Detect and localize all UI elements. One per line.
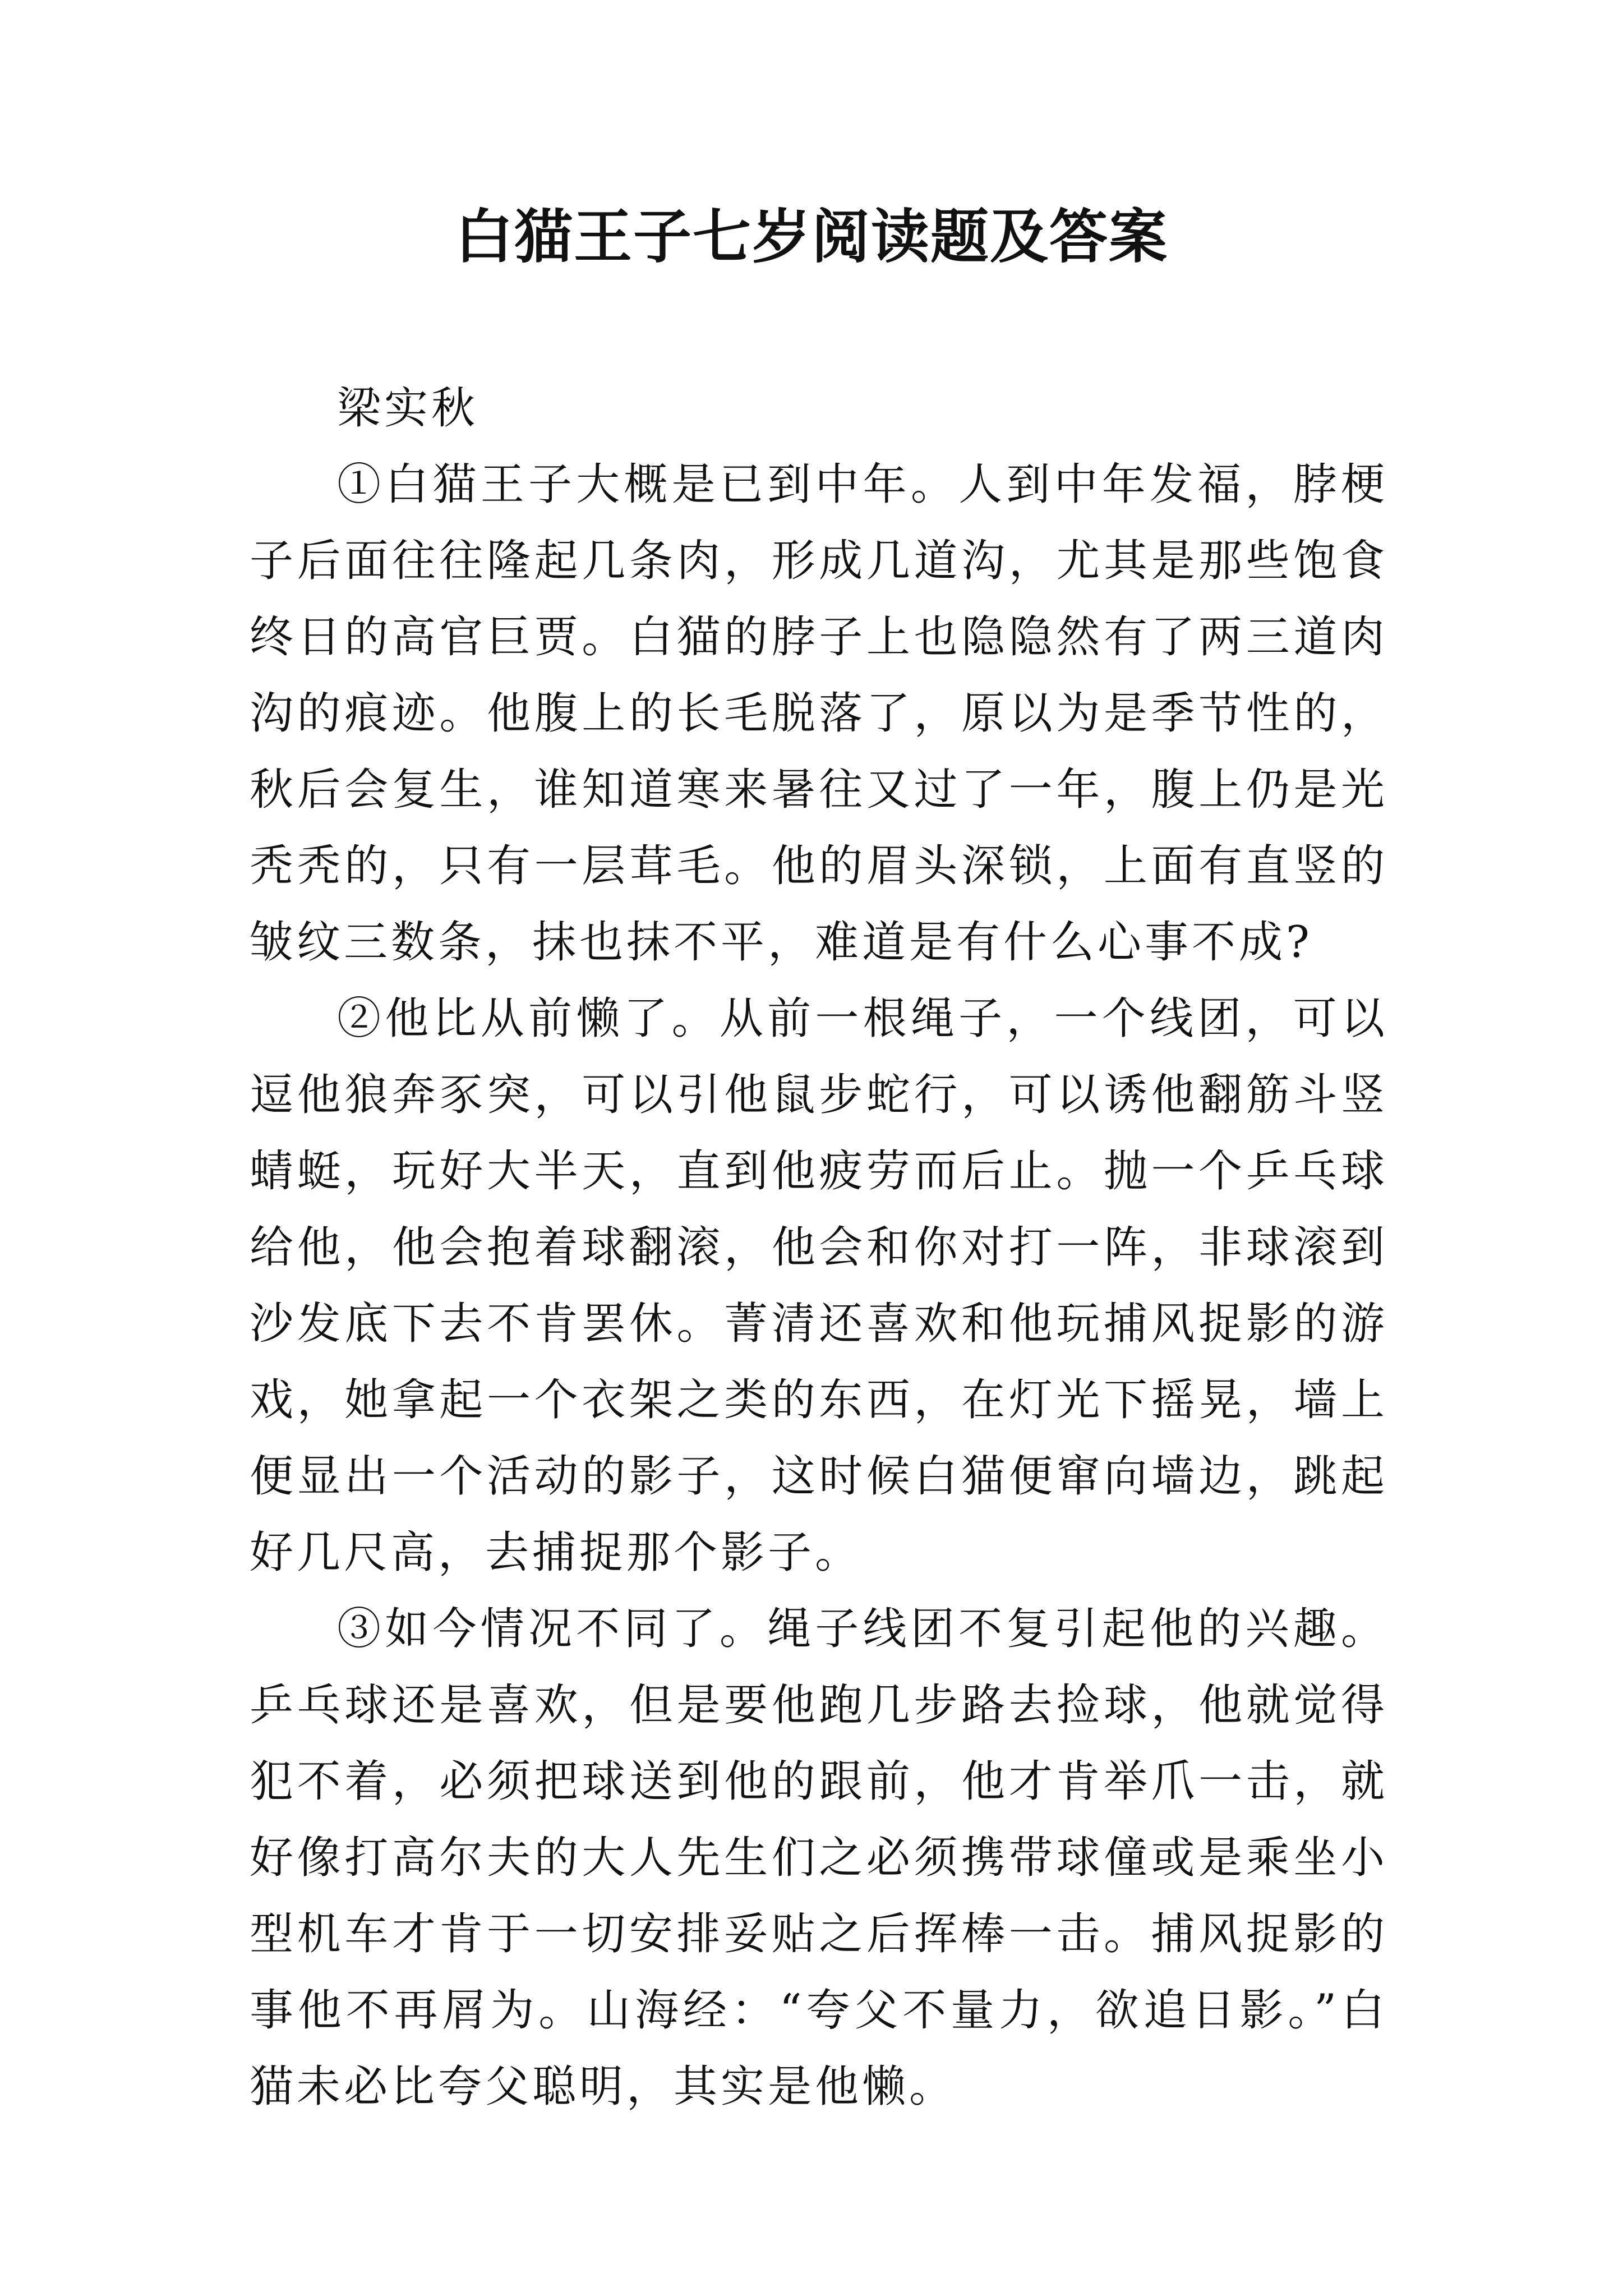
author-line: 梁实秋 — [337, 383, 479, 434]
document-body — [250, 370, 1388, 2125]
paragraph-2: ②他比从前懒了。从前一根绳子，一个线团，可以逗他狼奔豕突，可以引他鼠步蛇行，可以诱他翻筋斗竖蜻蜓，玩好大半天，直到他疲劳而后止。抛一个乒乓球给他，他会抱着球翻滚，他会和你对打一阵，非球滚到沙发底下去不肯罢休。菁清还喜欢和他玩捕风捉影的游戏，她拿起一个衣架之类的东西，在灯光下摇晃，墙上便显出一个活动的影子，这时候白猫便窜向墙边，跳起好几尺高，去捕捉那个影子。 — [250, 993, 1388, 1578]
paragraph-3: ③如今情况不同了。绳子线团不复引起他的兴趣。乒乓球还是喜欢，但是要他跑几步路去捡球，他就觉得犯不着，必须把球送到他的跟前，他才肯举爪一击，就好像打高尔夫的大人先生们之必须携带球僮或是乘坐小型机车才肯于一切安排妥贴之后挥棒一击。捕风捉影的事他不再屑为。山海经：“夸父不量力，欲追日影。”白猫未必比夸父聪明，其实是他懒。 — [250, 1604, 1388, 2112]
paragraph-1: ①白猫王子大概是已到中年。人到中年发福，脖梗子后面往往隆起几条肉，形成几道沟，尤其是那些饱食终日的高官巨贾。白猫的脖子上也隐隐然有了两三道肉沟的痕迹。他腹上的长毛脱落了，原以为是季节性的，秋后会复生，谁知道寒来暑往又过了一年，腹上仍是光秃秃的，只有一层茸毛。他的眉头深锁，上面有直竖的皱纹三数条，抹也抹不平，难道是有什么心事不成? — [250, 459, 1388, 968]
document-title: 白猫王子七岁阅读题及答案 — [454, 202, 1168, 271]
